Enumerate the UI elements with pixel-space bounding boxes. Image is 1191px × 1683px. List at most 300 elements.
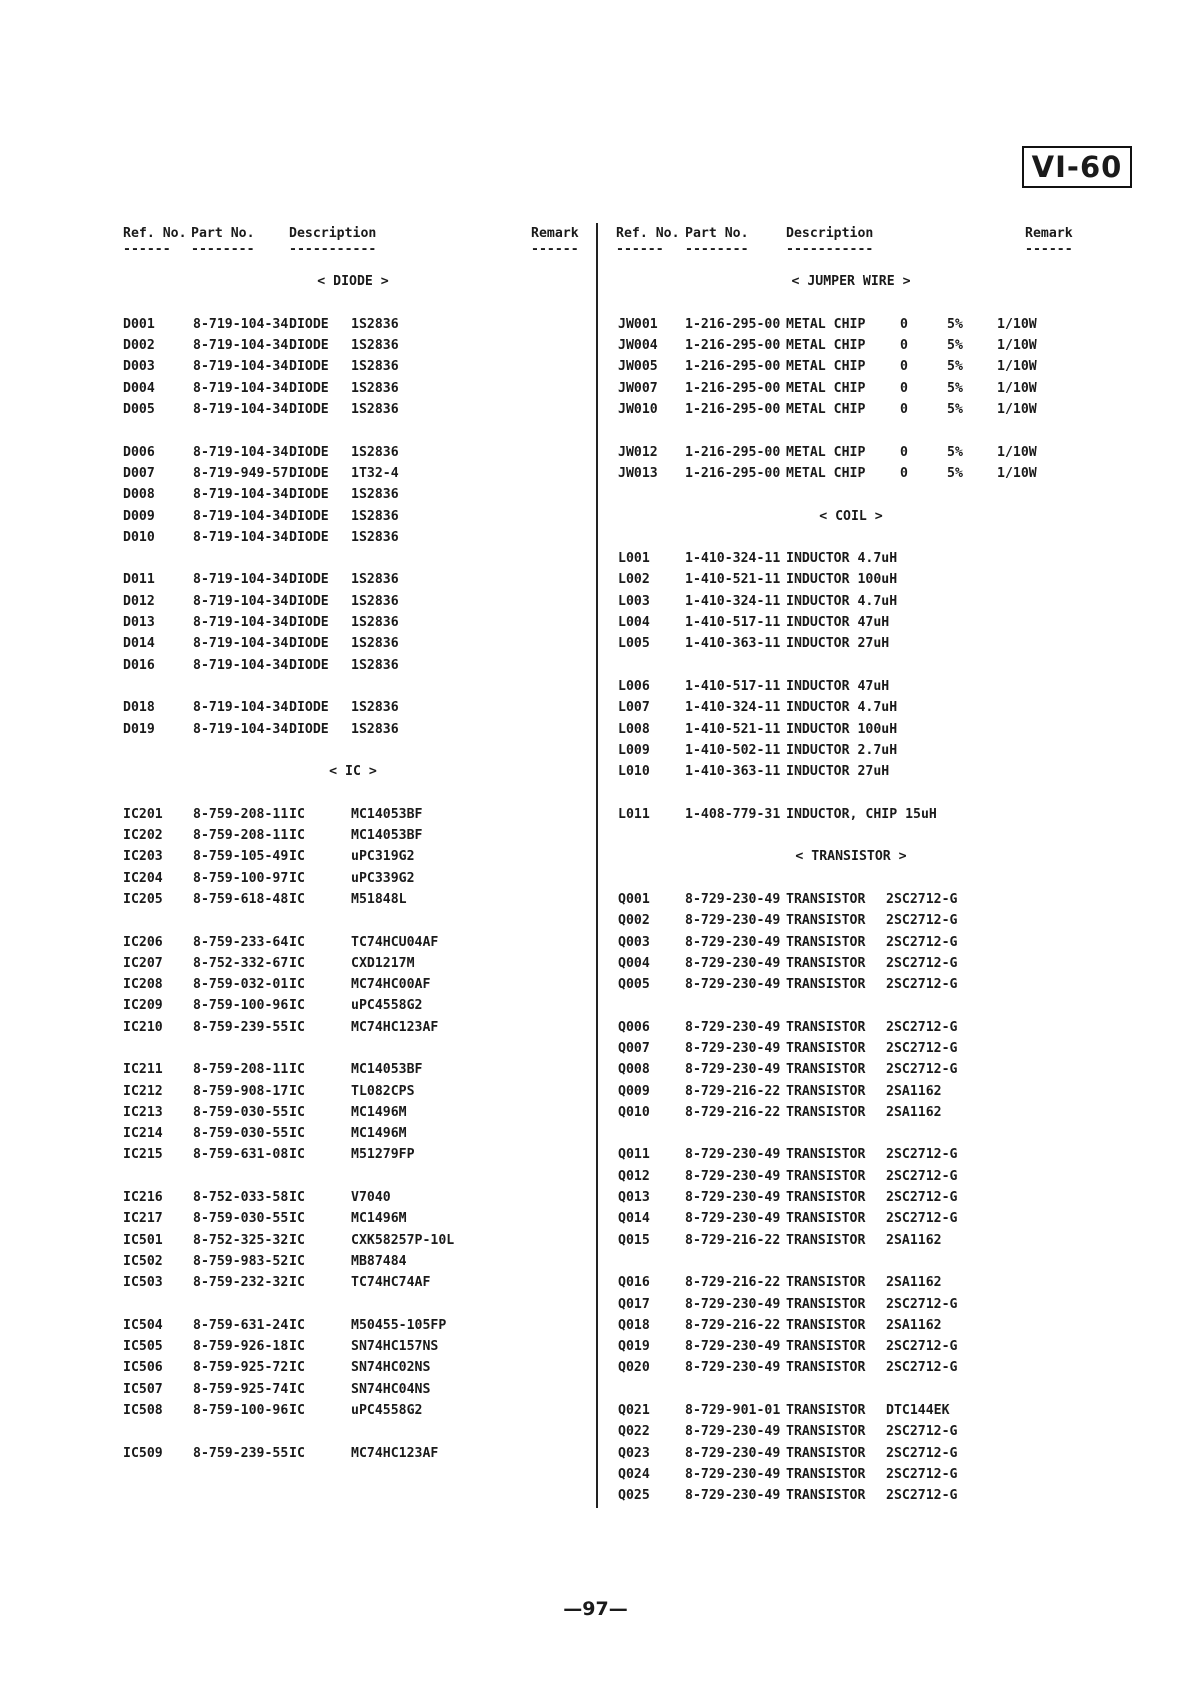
part-no-cell: 8-719-104-34 bbox=[193, 380, 289, 396]
part-row bbox=[123, 442, 583, 463]
value-cell: 0 bbox=[900, 444, 908, 460]
part-row bbox=[616, 1421, 1086, 1442]
part-no-cell: 1-216-295-00 bbox=[685, 316, 781, 332]
description-cell: TRANSISTOR bbox=[786, 1040, 866, 1056]
description-cell: DIODE bbox=[289, 700, 329, 716]
part-no-cell: 1-410-521-11 bbox=[685, 572, 781, 588]
part-row bbox=[616, 1166, 1086, 1187]
part-row bbox=[123, 1081, 583, 1102]
part-no-cell: 8-729-230-49 bbox=[685, 1190, 781, 1206]
description-cell: TRANSISTOR bbox=[786, 1339, 866, 1355]
part-no-cell: 8-759-105-49 bbox=[193, 849, 289, 865]
part-no-cell: 8-719-104-34 bbox=[193, 529, 289, 545]
ref-no-cell: IC209 bbox=[123, 998, 163, 1014]
ref-no-cell: L002 bbox=[618, 572, 650, 588]
ref-no-cell: D008 bbox=[123, 487, 155, 503]
part-no-cell: 8-729-230-49 bbox=[685, 934, 781, 950]
description-cell: DIODE bbox=[289, 359, 329, 375]
description-cell: DIODE bbox=[289, 487, 329, 503]
type-cell: 2SC2712-G bbox=[886, 1445, 958, 1461]
spacer-row bbox=[123, 420, 583, 441]
description-cell: IC bbox=[289, 1445, 305, 1461]
ref-no-cell: Q019 bbox=[618, 1339, 650, 1355]
type-cell: 1S2836 bbox=[351, 657, 399, 673]
spacer-row bbox=[123, 740, 583, 761]
type-cell: 2SC2712-G bbox=[886, 1296, 958, 1312]
tolerance-cell: 5% bbox=[947, 380, 963, 396]
description-cell: TRANSISTOR bbox=[786, 913, 866, 929]
type-cell: 2SC2712-G bbox=[886, 1147, 958, 1163]
part-row bbox=[123, 1059, 583, 1080]
type-cell: TL082CPS bbox=[351, 1083, 415, 1099]
part-no-cell: 8-729-230-49 bbox=[685, 1466, 781, 1482]
ref-no-cell: JW012 bbox=[618, 444, 658, 460]
type-cell: SN74HC02NS bbox=[351, 1360, 431, 1376]
type-cell: 1S2836 bbox=[351, 338, 399, 354]
type-cell: 2SC2712-G bbox=[886, 1019, 958, 1035]
type-cell: MC14053BF bbox=[351, 828, 423, 844]
part-row bbox=[616, 633, 1086, 654]
part-row bbox=[616, 591, 1086, 612]
part-no-cell: 8-759-239-55 bbox=[193, 1019, 289, 1035]
type-cell: M50455-105FP bbox=[351, 1317, 447, 1333]
description-cell: TRANSISTOR bbox=[786, 1317, 866, 1333]
spacer-row bbox=[123, 1421, 583, 1442]
ref-no-cell: D012 bbox=[123, 593, 155, 609]
spacer-row bbox=[123, 782, 583, 803]
ref-no-cell: Q004 bbox=[618, 955, 650, 971]
type-cell: 2SC2712-G bbox=[886, 1211, 958, 1227]
description-cell: IC bbox=[289, 934, 305, 950]
value-cell: 0 bbox=[900, 316, 908, 332]
ref-no-cell: Q005 bbox=[618, 977, 650, 993]
description-cell: TRANSISTOR bbox=[786, 1403, 866, 1419]
part-no-underline: -------- bbox=[685, 242, 749, 257]
part-no-cell: 8-719-104-34 bbox=[193, 615, 289, 631]
part-row bbox=[123, 1123, 583, 1144]
left-column-header bbox=[123, 226, 583, 257]
part-row bbox=[616, 378, 1086, 399]
type-cell: 1S2836 bbox=[351, 508, 399, 524]
ref-no-cell: Q008 bbox=[618, 1062, 650, 1078]
spacer-row bbox=[616, 655, 1086, 676]
part-row bbox=[616, 740, 1086, 761]
part-row bbox=[616, 953, 1086, 974]
type-cell: 1S2836 bbox=[351, 487, 399, 503]
part-row bbox=[123, 889, 583, 910]
description-cell: IC bbox=[289, 1062, 305, 1078]
ref-no-header: Ref. No. bbox=[616, 226, 680, 241]
ref-no-cell: D011 bbox=[123, 572, 155, 588]
type-cell: MC1496M bbox=[351, 1126, 407, 1142]
ref-no-cell: L004 bbox=[618, 615, 650, 631]
value-cell: 0 bbox=[900, 465, 908, 481]
part-no-header: Part No. bbox=[685, 226, 749, 241]
spacer-row bbox=[616, 250, 1086, 271]
part-row bbox=[616, 442, 1086, 463]
type-cell: MC74HC123AF bbox=[351, 1019, 439, 1035]
type-cell: 2SC2712-G bbox=[886, 1488, 958, 1504]
spacer-row bbox=[616, 527, 1086, 548]
tolerance-cell: 5% bbox=[947, 338, 963, 354]
remark-header: Remark bbox=[531, 226, 579, 241]
type-cell: 1S2836 bbox=[351, 316, 399, 332]
part-row bbox=[616, 1144, 1086, 1165]
part-no-cell: 8-759-233-64 bbox=[193, 934, 289, 950]
description-cell: TRANSISTOR bbox=[786, 1062, 866, 1078]
spacer-row bbox=[123, 548, 583, 569]
part-row bbox=[123, 1208, 583, 1229]
part-no-cell: 1-408-779-31 bbox=[685, 806, 781, 822]
ref-no-cell: L006 bbox=[618, 678, 650, 694]
part-no-cell: 8-719-104-34 bbox=[193, 508, 289, 524]
spacer-row bbox=[123, 1038, 583, 1059]
type-cell: 2SC2712-G bbox=[886, 1424, 958, 1440]
ref-no-cell: Q001 bbox=[618, 891, 650, 907]
type-cell: 2SA1162 bbox=[886, 1083, 942, 1099]
description-cell: TRANSISTOR bbox=[786, 955, 866, 971]
part-row bbox=[616, 1315, 1086, 1336]
wattage-cell: 1/10W bbox=[997, 338, 1037, 354]
type-cell: 1T32-4 bbox=[351, 465, 399, 481]
part-row bbox=[616, 1464, 1086, 1485]
description-cell: TRANSISTOR bbox=[786, 934, 866, 950]
description-cell: METAL CHIP bbox=[786, 402, 866, 418]
ref-no-cell: JW001 bbox=[618, 316, 658, 332]
part-no-cell: 8-759-631-24 bbox=[193, 1317, 289, 1333]
left-parts-column bbox=[123, 226, 583, 1464]
part-no-cell: 8-759-925-74 bbox=[193, 1381, 289, 1397]
description-cell: TRANSISTOR bbox=[786, 1232, 866, 1248]
type-cell: uPC319G2 bbox=[351, 849, 415, 865]
part-no-cell: 8-729-230-49 bbox=[685, 1019, 781, 1035]
section-heading-text: < TRANSISTOR > bbox=[795, 849, 907, 865]
part-row bbox=[123, 633, 583, 654]
description-cell: DIODE bbox=[289, 721, 329, 737]
part-row bbox=[123, 953, 583, 974]
type-cell: 1S2836 bbox=[351, 529, 399, 545]
ref-no-cell: IC504 bbox=[123, 1317, 163, 1333]
type-cell: 2SC2712-G bbox=[886, 913, 958, 929]
type-cell: 1S2836 bbox=[351, 572, 399, 588]
part-no-cell: 8-759-926-18 bbox=[193, 1339, 289, 1355]
part-row bbox=[123, 974, 583, 995]
ref-no-cell: IC215 bbox=[123, 1147, 163, 1163]
part-row bbox=[123, 591, 583, 612]
type-cell: MC1496M bbox=[351, 1211, 407, 1227]
ref-no-cell: Q021 bbox=[618, 1403, 650, 1419]
description-cell: TRANSISTOR bbox=[786, 1488, 866, 1504]
part-no-cell: 8-729-230-49 bbox=[685, 1062, 781, 1078]
part-no-cell: 8-729-216-22 bbox=[685, 1083, 781, 1099]
type-cell: 2SC2712-G bbox=[886, 977, 958, 993]
part-row bbox=[616, 1485, 1086, 1506]
right-parts-column bbox=[616, 226, 1086, 1507]
part-no-cell: 8-729-230-49 bbox=[685, 955, 781, 971]
ref-no-cell: IC216 bbox=[123, 1190, 163, 1206]
part-no-cell: 1-410-324-11 bbox=[685, 551, 781, 567]
ref-no-cell: L005 bbox=[618, 636, 650, 652]
part-row bbox=[123, 1272, 583, 1293]
ref-no-cell: IC206 bbox=[123, 934, 163, 950]
ref-no-cell: D014 bbox=[123, 636, 155, 652]
part-row bbox=[123, 1102, 583, 1123]
part-row bbox=[123, 378, 583, 399]
ref-no-cell: IC207 bbox=[123, 955, 163, 971]
part-no-cell: 8-729-216-22 bbox=[685, 1232, 781, 1248]
part-no-cell: 8-719-104-34 bbox=[193, 657, 289, 673]
section-heading bbox=[616, 271, 1086, 292]
part-row bbox=[616, 889, 1086, 910]
part-row bbox=[616, 569, 1086, 590]
part-no-cell: 1-216-295-00 bbox=[685, 359, 781, 375]
description-cell: IC bbox=[289, 1147, 305, 1163]
type-cell: SN74HC04NS bbox=[351, 1381, 431, 1397]
ref-no-cell: Q009 bbox=[618, 1083, 650, 1099]
type-cell: 2SA1162 bbox=[886, 1317, 942, 1333]
description-cell: IC bbox=[289, 1104, 305, 1120]
description-cell: IC bbox=[289, 1211, 305, 1227]
ref-no-cell: Q014 bbox=[618, 1211, 650, 1227]
ref-no-cell: L011 bbox=[618, 806, 650, 822]
type-cell: SN74HC157NS bbox=[351, 1339, 439, 1355]
description-cell: INDUCTOR 100uH bbox=[786, 721, 898, 737]
type-cell: uPC4558G2 bbox=[351, 1403, 423, 1419]
type-cell: 1S2836 bbox=[351, 700, 399, 716]
part-no-cell: 1-410-363-11 bbox=[685, 636, 781, 652]
description-cell: IC bbox=[289, 1317, 305, 1333]
value-cell: 0 bbox=[900, 380, 908, 396]
description-cell: IC bbox=[289, 1190, 305, 1206]
part-no-cell: 1-410-324-11 bbox=[685, 700, 781, 716]
part-no-cell: 8-759-100-96 bbox=[193, 1403, 289, 1419]
spacer-row bbox=[616, 825, 1086, 846]
type-cell: 1S2836 bbox=[351, 593, 399, 609]
description-cell: IC bbox=[289, 870, 305, 886]
part-no-cell: 1-216-295-00 bbox=[685, 338, 781, 354]
description-header: Description bbox=[289, 226, 377, 241]
description-cell: TRANSISTOR bbox=[786, 1275, 866, 1291]
part-no-cell: 8-759-030-55 bbox=[193, 1104, 289, 1120]
type-cell: 2SC2712-G bbox=[886, 891, 958, 907]
part-row bbox=[616, 719, 1086, 740]
part-row bbox=[616, 356, 1086, 377]
part-row bbox=[616, 1230, 1086, 1251]
ref-no-cell: Q023 bbox=[618, 1445, 650, 1461]
ref-no-underline: ------ bbox=[616, 242, 664, 257]
type-cell: 2SC2712-G bbox=[886, 1040, 958, 1056]
spacer-row bbox=[123, 293, 583, 314]
part-no-cell: 8-759-208-11 bbox=[193, 828, 289, 844]
part-no-cell: 8-719-104-34 bbox=[193, 636, 289, 652]
type-cell: CXD1217M bbox=[351, 955, 415, 971]
part-no-cell: 1-410-517-11 bbox=[685, 678, 781, 694]
description-cell: TRANSISTOR bbox=[786, 977, 866, 993]
description-cell: DIODE bbox=[289, 657, 329, 673]
part-no-cell: 8-729-230-49 bbox=[685, 1445, 781, 1461]
part-no-cell: 8-759-030-55 bbox=[193, 1126, 289, 1142]
spacer-row bbox=[616, 484, 1086, 505]
part-row bbox=[616, 399, 1086, 420]
part-no-cell: 8-759-618-48 bbox=[193, 891, 289, 907]
part-no-cell: 8-719-104-34 bbox=[193, 593, 289, 609]
ref-no-cell: IC509 bbox=[123, 1445, 163, 1461]
part-no-cell: 8-729-230-49 bbox=[685, 1168, 781, 1184]
part-no-cell: 8-759-032-01 bbox=[193, 977, 289, 993]
type-cell: 2SC2712-G bbox=[886, 934, 958, 950]
ref-no-cell: IC213 bbox=[123, 1104, 163, 1120]
ref-no-cell: Q017 bbox=[618, 1296, 650, 1312]
part-no-cell: 8-729-216-22 bbox=[685, 1317, 781, 1333]
part-no-cell: 8-719-104-34 bbox=[193, 402, 289, 418]
part-no-cell: 8-719-949-57 bbox=[193, 465, 289, 481]
description-cell: INDUCTOR 4.7uH bbox=[786, 551, 898, 567]
part-no-cell: 1-216-295-00 bbox=[685, 465, 781, 481]
ref-no-cell: IC505 bbox=[123, 1339, 163, 1355]
ref-no-cell: D019 bbox=[123, 721, 155, 737]
type-cell: 1S2836 bbox=[351, 402, 399, 418]
part-no-cell: 8-759-208-11 bbox=[193, 806, 289, 822]
ref-no-cell: D006 bbox=[123, 444, 155, 460]
part-row bbox=[123, 1251, 583, 1272]
part-no-cell: 1-410-502-11 bbox=[685, 742, 781, 758]
description-cell: TRANSISTOR bbox=[786, 1190, 866, 1206]
part-no-cell: 8-729-230-49 bbox=[685, 1211, 781, 1227]
part-row bbox=[123, 825, 583, 846]
part-row bbox=[123, 1357, 583, 1378]
description-underline: ----------- bbox=[289, 242, 377, 257]
description-cell: TRANSISTOR bbox=[786, 1147, 866, 1163]
part-row bbox=[616, 1400, 1086, 1421]
description-cell: DIODE bbox=[289, 572, 329, 588]
part-no-cell: 8-719-104-34 bbox=[193, 444, 289, 460]
value-cell: 0 bbox=[900, 338, 908, 354]
ref-no-cell: Q015 bbox=[618, 1232, 650, 1248]
description-cell: TRANSISTOR bbox=[786, 1296, 866, 1312]
part-no-cell: 1-410-324-11 bbox=[685, 593, 781, 609]
description-cell: IC bbox=[289, 1339, 305, 1355]
ref-no-cell: IC202 bbox=[123, 828, 163, 844]
ref-no-cell: IC503 bbox=[123, 1275, 163, 1291]
part-row bbox=[123, 1379, 583, 1400]
remark-underline: ------ bbox=[1025, 242, 1073, 257]
ref-no-cell: Q011 bbox=[618, 1147, 650, 1163]
right-parts-list bbox=[616, 250, 1086, 1507]
description-cell: METAL CHIP bbox=[786, 359, 866, 375]
description-cell: DIODE bbox=[289, 444, 329, 460]
ref-no-cell: L001 bbox=[618, 551, 650, 567]
part-row bbox=[616, 932, 1086, 953]
type-cell: MC74HC00AF bbox=[351, 977, 431, 993]
part-row bbox=[616, 1059, 1086, 1080]
description-cell: IC bbox=[289, 806, 305, 822]
type-cell: MB87484 bbox=[351, 1253, 407, 1269]
part-no-cell: 1-216-295-00 bbox=[685, 444, 781, 460]
ref-no-cell: IC214 bbox=[123, 1126, 163, 1142]
part-row bbox=[616, 548, 1086, 569]
part-no-cell: 8-729-230-49 bbox=[685, 1040, 781, 1056]
part-no-cell: 8-729-230-49 bbox=[685, 977, 781, 993]
ref-no-cell: D013 bbox=[123, 615, 155, 631]
part-no-cell: 8-759-208-11 bbox=[193, 1062, 289, 1078]
description-cell: INDUCTOR 4.7uH bbox=[786, 700, 898, 716]
ref-no-cell: D007 bbox=[123, 465, 155, 481]
ref-no-cell: L003 bbox=[618, 593, 650, 609]
description-cell: TRANSISTOR bbox=[786, 1168, 866, 1184]
left-parts-list bbox=[123, 250, 583, 1464]
ref-no-cell: IC501 bbox=[123, 1232, 163, 1248]
part-row bbox=[123, 506, 583, 527]
part-no-cell: 8-759-232-32 bbox=[193, 1275, 289, 1291]
part-row bbox=[123, 569, 583, 590]
description-cell: INDUCTOR 27uH bbox=[786, 636, 890, 652]
type-cell: 2SA1162 bbox=[886, 1232, 942, 1248]
part-row bbox=[616, 1357, 1086, 1378]
description-underline: ----------- bbox=[786, 242, 874, 257]
ref-no-cell: IC508 bbox=[123, 1403, 163, 1419]
description-cell: TRANSISTOR bbox=[786, 1445, 866, 1461]
part-no-cell: 8-719-104-34 bbox=[193, 700, 289, 716]
part-no-cell: 8-719-104-34 bbox=[193, 572, 289, 588]
ref-no-cell: L010 bbox=[618, 764, 650, 780]
part-row bbox=[616, 974, 1086, 995]
ref-no-cell: Q020 bbox=[618, 1360, 650, 1376]
description-cell: IC bbox=[289, 1275, 305, 1291]
part-row bbox=[123, 697, 583, 718]
type-cell: TC74HCU04AF bbox=[351, 934, 439, 950]
part-no-cell: 1-410-363-11 bbox=[685, 764, 781, 780]
part-no-cell: 8-759-239-55 bbox=[193, 1445, 289, 1461]
part-no-cell: 8-719-104-34 bbox=[193, 338, 289, 354]
type-cell: 1S2836 bbox=[351, 721, 399, 737]
part-no-cell: 8-759-908-17 bbox=[193, 1083, 289, 1099]
type-cell: MC14053BF bbox=[351, 1062, 423, 1078]
description-cell: IC bbox=[289, 977, 305, 993]
part-no-cell: 8-729-230-49 bbox=[685, 1296, 781, 1312]
part-row bbox=[123, 1400, 583, 1421]
spacer-row bbox=[123, 910, 583, 931]
description-cell: IC bbox=[289, 891, 305, 907]
type-cell: 1S2836 bbox=[351, 359, 399, 375]
description-cell: DIODE bbox=[289, 529, 329, 545]
part-no-cell: 8-729-230-49 bbox=[685, 913, 781, 929]
type-cell: M51279FP bbox=[351, 1147, 415, 1163]
part-no-cell: 8-752-325-32 bbox=[193, 1232, 289, 1248]
description-cell: IC bbox=[289, 955, 305, 971]
part-row bbox=[616, 697, 1086, 718]
type-cell: 2SC2712-G bbox=[886, 1190, 958, 1206]
ref-no-cell: Q013 bbox=[618, 1190, 650, 1206]
description-cell: INDUCTOR 4.7uH bbox=[786, 593, 898, 609]
description-cell: METAL CHIP bbox=[786, 316, 866, 332]
part-no-cell: 8-729-230-49 bbox=[685, 1339, 781, 1355]
description-cell: IC bbox=[289, 849, 305, 865]
type-cell: M51848L bbox=[351, 891, 407, 907]
ref-no-cell: Q006 bbox=[618, 1019, 650, 1035]
description-cell: DIODE bbox=[289, 593, 329, 609]
ref-no-header: Ref. No. bbox=[123, 226, 187, 241]
ref-no-cell: IC211 bbox=[123, 1062, 163, 1078]
spacer-row bbox=[123, 676, 583, 697]
description-cell: INDUCTOR 27uH bbox=[786, 764, 890, 780]
ref-no-cell: IC208 bbox=[123, 977, 163, 993]
wattage-cell: 1/10W bbox=[997, 465, 1037, 481]
type-cell: 2SA1162 bbox=[886, 1104, 942, 1120]
type-cell: 2SC2712-G bbox=[886, 1062, 958, 1078]
part-row bbox=[616, 335, 1086, 356]
part-row bbox=[123, 804, 583, 825]
part-row bbox=[616, 1294, 1086, 1315]
